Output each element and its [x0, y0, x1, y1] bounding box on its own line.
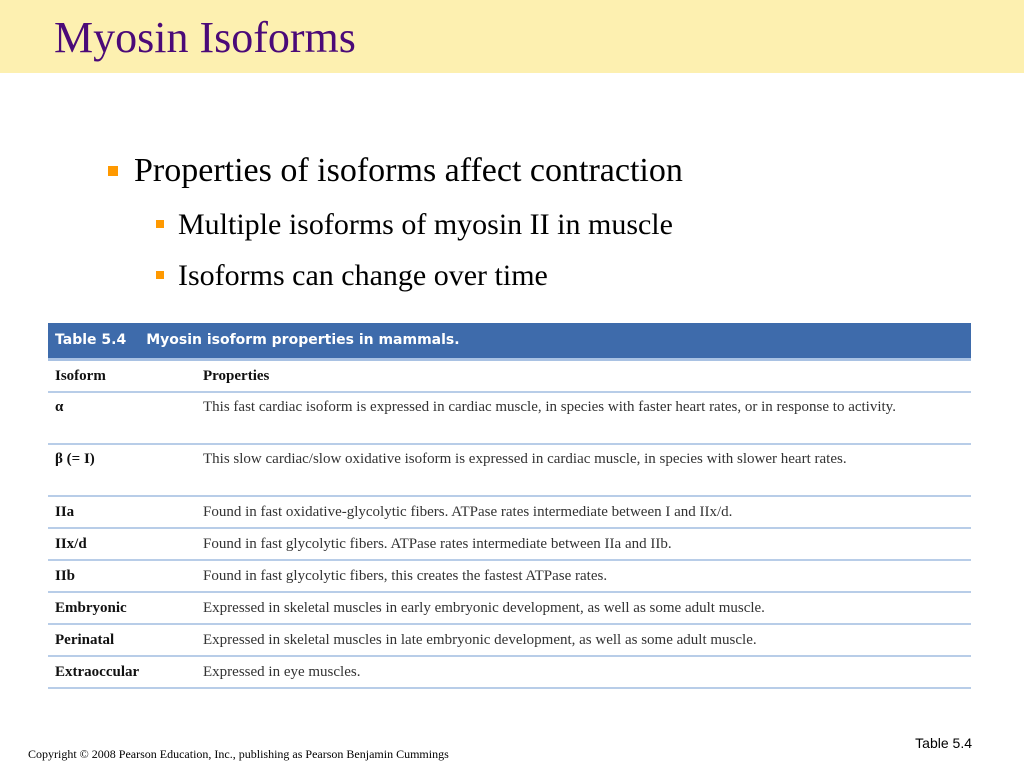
- isoform-cell: IIa: [55, 504, 75, 520]
- bullet-square-icon: [156, 271, 164, 279]
- table-row: [48, 657, 971, 689]
- column-header: Isoform: [55, 368, 106, 384]
- isoform-cell: Extraoccular: [55, 664, 140, 680]
- isoform-cell: IIx/d: [55, 536, 87, 552]
- table-column-header-row: [48, 361, 971, 393]
- table-row: [48, 625, 971, 657]
- table-reference-label: Table 5.4: [915, 735, 972, 751]
- table-row: [48, 593, 971, 625]
- properties-cell: Found in fast oxidative-glycolytic fibers. ATPase rates intermediate between I and IIx/d.: [203, 504, 733, 520]
- properties-cell: Expressed in skeletal muscles in early embryonic development, as well as some adult muscle.: [203, 600, 765, 616]
- isoform-cell: Embryonic: [55, 600, 127, 616]
- bullet-square-icon: [108, 166, 118, 176]
- isoform-cell: IIb: [55, 568, 76, 584]
- table-row: [48, 445, 971, 497]
- table-caption: Myosin isoform properties in mammals.: [146, 332, 460, 348]
- table-number: Table 5.4: [55, 332, 127, 348]
- isoform-cell: β (= I): [55, 451, 95, 467]
- bullet-text: Properties of isoforms affect contraction: [134, 152, 683, 189]
- table-row: [48, 393, 971, 445]
- isoform-table: [48, 323, 971, 689]
- properties-cell: This fast cardiac isoform is expressed in cardiac muscle, in species with faster heart rates, or in response to activity.: [203, 399, 896, 415]
- table-row: [48, 529, 971, 561]
- isoform-cell: Perinatal: [55, 632, 115, 648]
- properties-cell: Expressed in skeletal muscles in late embryonic development, as well as some adult muscle.: [203, 632, 757, 648]
- properties-cell: Expressed in eye muscles.: [203, 664, 361, 680]
- properties-cell: Found in fast glycolytic fibers, this creates the fastest ATPase rates.: [203, 568, 608, 584]
- table-row: [48, 561, 971, 593]
- bullet-text: Multiple isoforms of myosin II in muscle: [178, 208, 673, 241]
- bullet-text: Isoforms can change over time: [178, 259, 548, 292]
- column-header: Properties: [203, 368, 270, 384]
- properties-cell: Found in fast glycolytic fibers. ATPase rates intermediate between IIa and IIb.: [203, 536, 672, 552]
- copyright-notice: Copyright © 2008 Pearson Education, Inc., publishing as Pearson Benjamin Cummings: [28, 747, 449, 761]
- properties-cell: This slow cardiac/slow oxidative isoform is expressed in cardiac muscle, in species with slower heart rates.: [203, 451, 847, 467]
- isoform-cell: α: [55, 399, 64, 415]
- table-caption-bar: [48, 323, 971, 361]
- table-row: [48, 497, 971, 529]
- slide-title: Myosin Isoforms: [54, 13, 356, 62]
- bullet-square-icon: [156, 220, 164, 228]
